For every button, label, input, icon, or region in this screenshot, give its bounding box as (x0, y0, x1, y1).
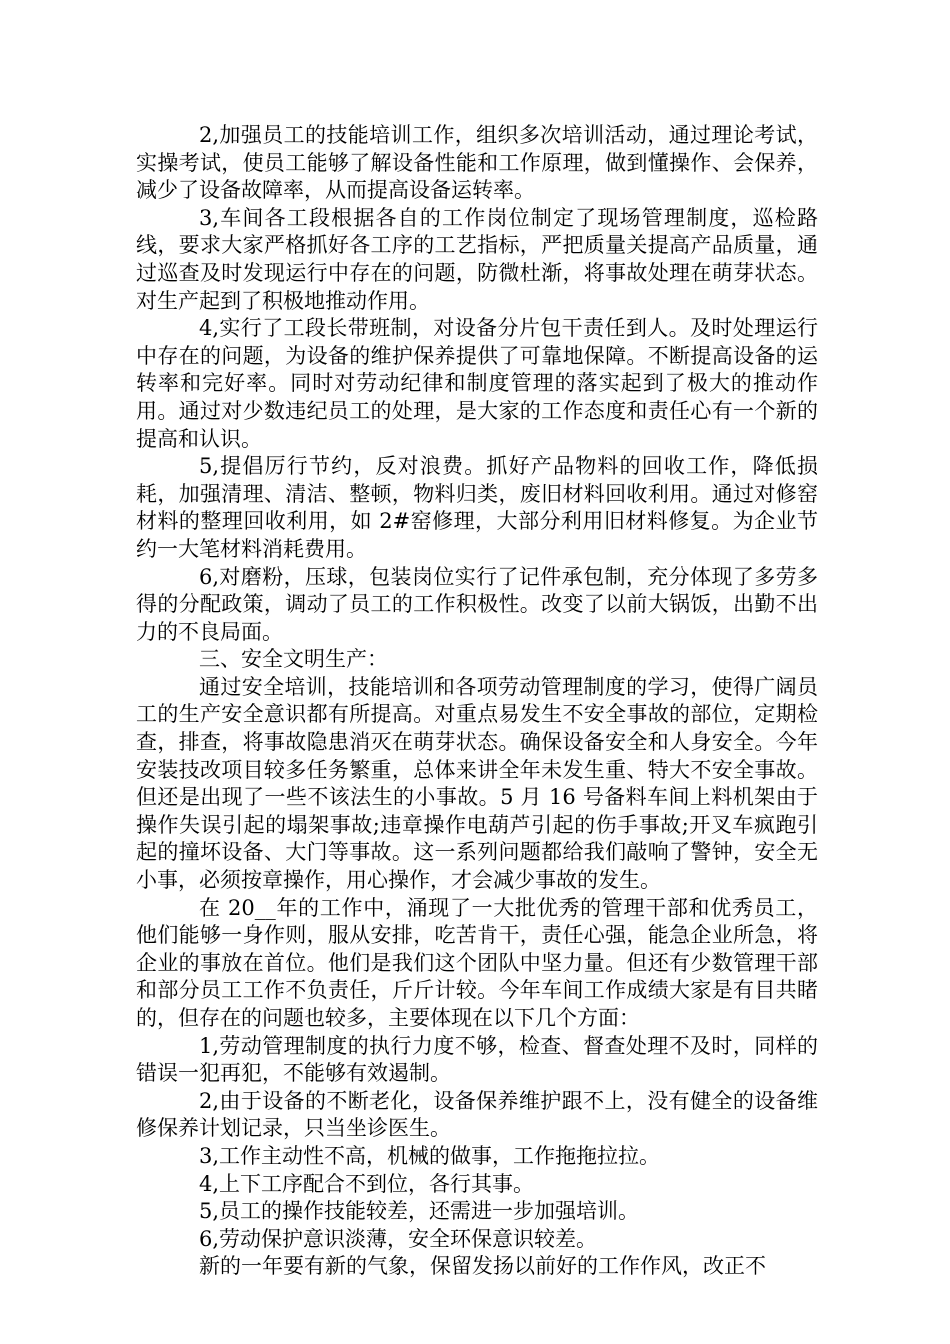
list-item-issue-4: 4,上下工序配合不到位，各行其事。 (199, 1171, 535, 1196)
paragraph-year-review: 在 20__年的工作中，涌现了一大批优秀的管理干部和优秀员工，他们能够一身作则，服从安排，吃苦肯干，责任心强，能急企业所急，将企业的事放在首位。他们是我们这个团队中坚力量。但还有少数管理干部和部分员工工作不负责任，斤斤计较。今年车间工作成绩大家是有目共睹的，但存在的问题也较多，主要体现在以下几个方面： (136, 895, 818, 1030)
list-item-issue-2: 2,由于设备的不断老化，设备保养维护跟不上，没有健全的设备维修保养计划记录，只当坐诊医生。 (136, 1088, 818, 1141)
list-item-issue-6: 6,劳动保护意识淡薄，安全环保意识较差。 (199, 1226, 598, 1251)
paragraph-piecework: 6,对磨粉，压球，包装岗位实行了记件承包制，充分体现了多劳多得的分配政策，调动了员工的工作积极性。改变了以前大锅饭，出勤不出力的不良局面。 (136, 564, 818, 644)
list-item-issue-5: 5,员工的操作技能较差，还需进一步加强培训。 (199, 1199, 640, 1224)
paragraph-training: 2,加强员工的技能培训工作，组织多次培训活动，通过理论考试，实操考试，使员工能够了解设备性能和工作原理，做到懂操作、会保养，减少了设备故障率，从而提高设备运转率。 (136, 123, 818, 203)
paragraph-site-management: 3,车间各工段根据各自的工作岗位制定了现场管理制度，巡检路线，要求大家严格抓好各工序的工艺指标，严把质量关提高产品质量，通过巡查及时发现运行中存在的问题，防微杜渐，将事故处理在萌芽状态。对生产起到了积极地推动作用。 (136, 205, 818, 313)
paragraph-safety: 通过安全培训，技能培训和各项劳动管理制度的学习，使得广阔员工的生产安全意识都有所提高。对重点易发生不安全事故的部位，定期检查，排查，将事故隐患消灭在萌芽状态。确保设备安全和人身安全。今年安装技改项目较多任务繁重，总体来讲全年未发生重、特大不安全事故。但还是出现了一些不该法生的小事故。5 月 16 号备料车间上料机架由于操作失误引起的塌架事故;违章操作电葫芦引起的伤手事故;开叉车疯跑引起的撞坏设备、大门等事故。这一系列问题都给我们敲响了警钟，安全无小事，必须按章操作，用心操作，才会减少事故的发生。 (136, 674, 818, 893)
paragraph-saving: 5,提倡厉行节约，反对浪费。抓好产品物料的回收工作，降低损耗，加强清理、清洁、整顿，物料归类，废旧材料回收利用。通过对修窑材料的整理回收利用，如 2#窑修理，大部分利用旧材料修复。为企业节约一大笔材料消耗费用。 (136, 454, 818, 561)
list-item-issue-1: 1,劳动管理制度的执行力度不够，检查、督查处理不及时，同样的错误一犯再犯，不能够有效遏制。 (136, 1033, 818, 1086)
document-body (136, 122, 818, 1281)
paragraph-shift-leader: 4,实行了工段长带班制，对设备分片包干责任到人。及时处理运行中存在的问题，为设备的维护保养提供了可靠地保障。不断提高设备的运转率和完好率。同时对劳动纪律和制度管理的落实起到了极大的推动作用。通过对少数违纪员工的处理，是大家的工作态度和责任心有一个新的提高和认识。 (136, 316, 818, 451)
paragraph-new-year: 新的一年要有新的气象，保留发扬以前好的工作作风，改正不 (199, 1254, 766, 1279)
list-item-issue-3: 3,工作主动性不高，机械的做事，工作拖拖拉拉。 (199, 1143, 661, 1168)
section-heading-safety: 三、安全文明生产： (199, 647, 388, 672)
